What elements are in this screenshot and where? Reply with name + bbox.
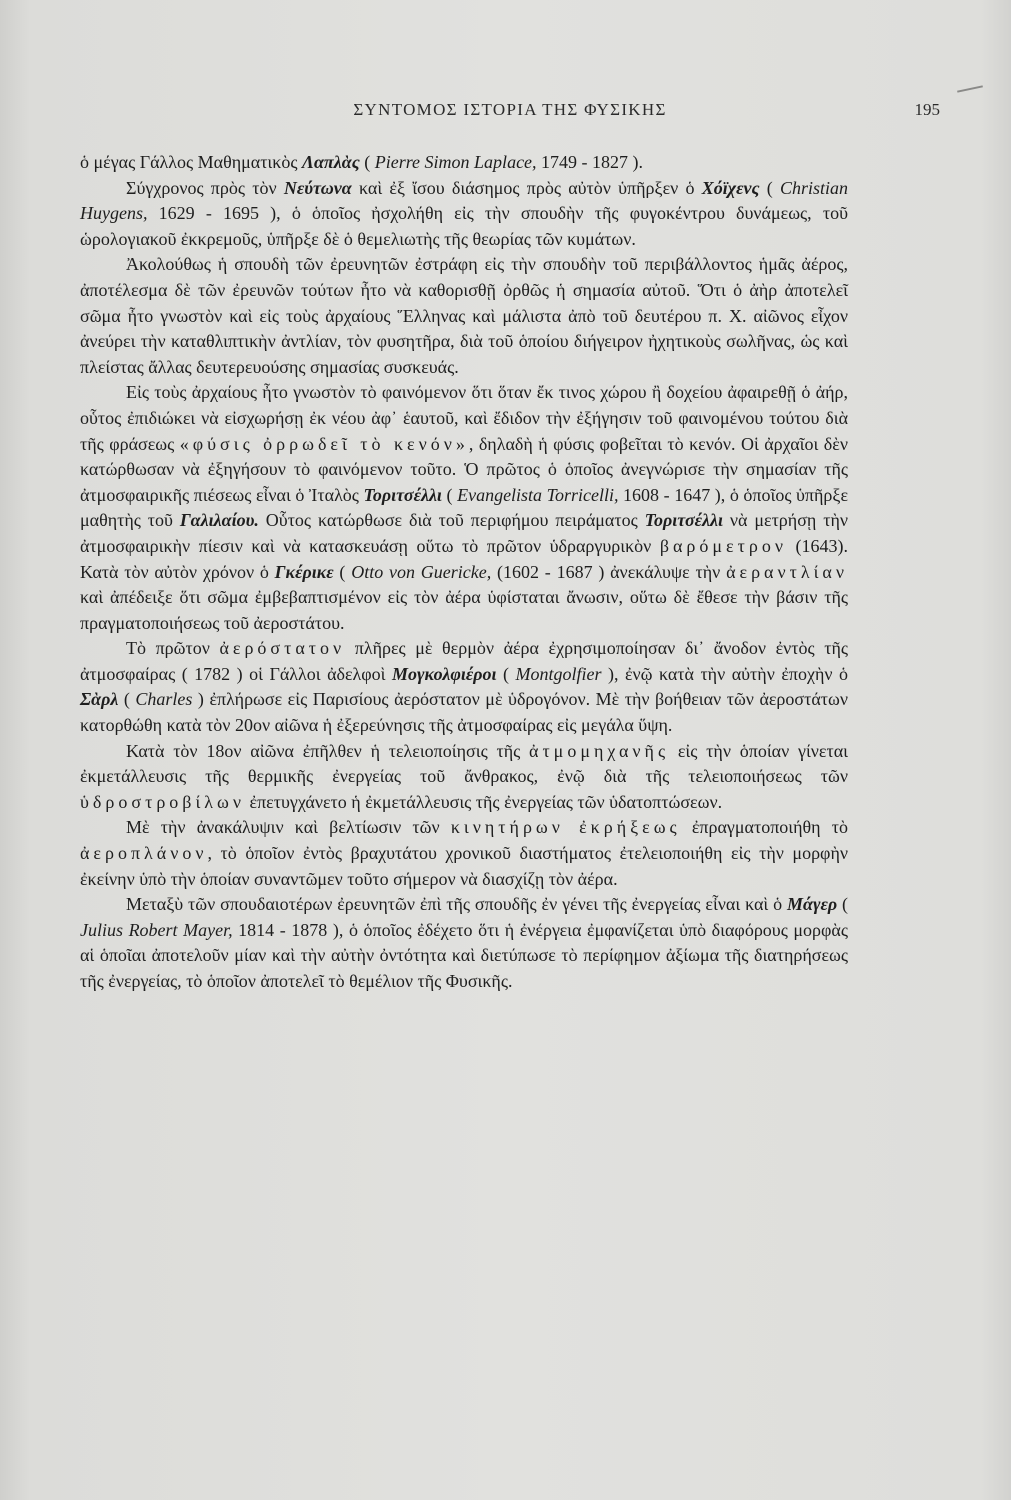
person-name: Γκέρικε [274, 561, 334, 582]
latin-name: Julius Robert Mayer, [80, 919, 233, 940]
latin-name: Pierre Simon Laplace, [374, 152, 537, 172]
paragraph-2 [80, 176, 848, 253]
text-run: ( [333, 561, 352, 582]
text-run: Τὸ πρῶτον [126, 638, 220, 659]
latin-name: Montgolfier [515, 663, 602, 684]
text-run: ( [759, 177, 780, 198]
spaced-term: ἀεραντλίαν [726, 561, 848, 582]
person-name: Νεύτωνα [283, 177, 352, 198]
text-run: ( [118, 689, 136, 710]
text-run: Εἰς τοὺς ἀρχαίους ἦτο γνωστὸν τὸ φαινόμενον ὅτι ὅταν ἔκ τινος χώρου ἢ δοχείου ἀφαιρεθῇ ὁ ἀήρ, οὗτος ἐπιδιώκει νὰ εἰσχωρήσῃ ἐκ νέου ἀφ᾿ ἑαυτοῦ, καὶ ἔδιδον τὴν ἐξήγησιν τοῦ φαινομένου τούτου διὰ τῆς φράσεως [80, 382, 848, 454]
spaced-term: ἀερόστατον [219, 638, 346, 659]
text-run: Ἀκολούθως ἡ σπουδὴ τῶν ἐρευνητῶν ἐστράφη εἰς τὴν σπουδὴν τοῦ περιβάλλοντος ἡμᾶς ἀέρος, ἀποτέλεσμα δὲ τῶν ἐρευνῶν τούτων ἦτο νὰ καθορισθῇ ὀρθῶς ἡ σημασία αὐτοῦ. Ὅτι ὁ ἀὴρ ἀποτελεῖ σῶμα ἦτο γνωστὸν καὶ εἰς τοὺς ἀρχαίους Ἕλληνας καὶ μάλιστα ἀπὸ τοῦ δευτέρου π. Χ. αἰῶνος εἶχον ἀνεύρει τὴν καταθλιπτικὴν ἀντλίαν, τὸν φυσητῆρα, διὰ τοῦ ὁποίου διήγειρον ἠχητικοὺς σωλῆνας, ὡς καὶ πλείστας ἄλλας δευτερευούσης σημασίας συσκευάς. [80, 254, 848, 377]
text-run: ( [837, 894, 848, 915]
latin-name: Charles [135, 689, 193, 710]
text-run: (1643). Κατὰ τὸν αὐτὸν χρόνον ὁ [80, 535, 848, 582]
latin-name: Evangelista Torricelli, [457, 484, 619, 505]
spaced-term: βαρόμετρον [659, 535, 787, 556]
text-run: ἐπραγματοποιήθη τὸ [680, 817, 848, 838]
running-head: ΣΥΝΤΟΜΟΣ ΙΣΤΟΡΙΑ ΤΗΣ ΦΥΣΙΚΗΣ [353, 100, 667, 119]
paragraph-5 [80, 636, 848, 738]
text-run: Μὲ τὴν ἀνακάλυψιν καὶ βελτίωσιν τῶν [126, 817, 451, 838]
text-run: καὶ ἀπέδειξε ὅτι σῶμα ἐμβεβαπτισμένον εἰς τὸν ἀέρα ὑφίσταται ἄνωσιν, οὕτω δὲ ἔθεσε τὴν βάσιν τῆς πραγματοποιήσεως τοῦ ἀεροστάτου. [80, 587, 848, 633]
spaced-term: κινητήρων ἐκρήξεως [450, 817, 681, 838]
latin-name: Christian Huygens, [80, 177, 849, 224]
spaced-term: ἀτμομηχανῆς [529, 740, 670, 761]
person-name: Γαλιλαίου. [179, 510, 259, 531]
text-run: ( [359, 152, 375, 172]
text-run: ἐπετυγχάνετο ἡ ἐκμετάλλευσις τῆς ἐνεργείας τῶν ὑδατοπτώσεων. [245, 791, 723, 812]
latin-name: Otto von Guericke, [351, 561, 492, 582]
text-run: (1602 - 1687 ) ἀνεκάλυψε τὴν [491, 561, 727, 582]
person-name: Τοριτσέλλι [363, 484, 442, 505]
spaced-term: «φύσις ὀρρωδεῖ τὸ κενόν» [179, 433, 469, 454]
spaced-term: ἀεροπλάνον [80, 843, 208, 864]
text-run: καὶ ἐξ ἴσου διάσημος πρὸς αὐτὸν ὑπῆρξεν ὁ [351, 177, 702, 198]
page-header [80, 100, 940, 130]
text-run: 1608 - 1647 ), ὁ ὁποῖος ὑπῆρξε μαθητὴς τοῦ [80, 484, 848, 531]
text-run: ) ἐπλήρωσε εἰς Παρισίους ἀερόστατον μὲ ὑδρογόνον. Μὲ τὴν βοήθειαν τῶν ἀεροστάτων κατορθώθη κατὰ τὸν 20ον αἰῶνα ἡ ἐξερεύνησις τῆς ἀτμοσφαίρας εἰς μεγάλα ὕψη. [80, 689, 848, 736]
text-run: ), ἐνῷ κατὰ τὴν αὐτὴν ἐποχὴν ὁ [601, 663, 848, 684]
text-run: Οὗτος κατώρθωσε διὰ τοῦ περιφήμου πειράματος [258, 510, 645, 531]
spaced-term: ὑδροστροβίλων [80, 791, 246, 812]
person-name: Μογκολφιέροι [391, 663, 497, 684]
person-name: Χόϊχενς [701, 177, 760, 198]
person-name: Λαπλὰς [301, 152, 360, 172]
page-number: 195 [914, 100, 940, 119]
person-name: Τοριτσέλλι [644, 510, 724, 531]
text-run: ( [496, 663, 516, 684]
text-run: 1814 - 1878 ), ὁ ὁποῖος ἐδέχετο ὅτι ἡ ἐνέργεια ἐμφανίζεται ὑπὸ διαφόρους μορφὰς αἱ ὁποῖαι ἀποτελοῦν μίαν καὶ τὴν αὐτὴν ὀντότητα καὶ διετύπωσε τὸ περίφημον ἀξίωμα τῆς διατηρήσεως τῆς ἐνεργείας, τὸ ὁποῖον ἀποτελεῖ τὸ θεμέλιον τῆς Φυσικῆς. [80, 919, 848, 991]
scan-mark [957, 85, 983, 92]
text-run: εἰς τὴν ὁποίαν γίνεται ἐκμετάλλευσις τῆς θερμικῆς ἐνεργείας τοῦ ἄνθρακος, ἐνῷ διὰ τῆς τελειοποιήσεως τῶν [80, 740, 848, 787]
text-run: ( [441, 484, 458, 505]
text-run: πλῆρες μὲ θερμὸν ἀέρα ἐχρησιμοποίησαν δι᾿ ἄνοδον ἐντὸς τῆς ἀτμοσφαίρας ( 1782 ) οἱ Γάλλοι ἀδελφοὶ [80, 638, 848, 684]
text-run: Κατὰ τὸν 18ον αἰῶνα ἐπῆλθεν ἡ τελειοποίησις τῆς [126, 740, 530, 761]
paragraph-6 [80, 739, 848, 816]
person-name: Μάγερ [787, 894, 838, 915]
paragraph-8 [80, 892, 848, 994]
person-name: Σὰρλ [80, 689, 119, 710]
text-run: ὁ μέγας Γάλλος Μαθηματικὸς [80, 152, 302, 172]
text-run: Μεταξὺ τῶν σπουδαιοτέρων ἐρευνητῶν ἐπὶ τῆς σπουδῆς ἐν γένει τῆς ἐνεργείας εἶναι καὶ ὁ [126, 894, 788, 915]
paragraph-7 [80, 815, 848, 892]
text-run: , τὸ ὁποῖον ἐντὸς βραχυτάτου χρονικοῦ διαστήματος ἐτελειοποιήθη εἰς τὴν μορφὴν ἐκείνην ὑπὸ τὴν ὁποίαν συναντῶμεν τοῦτο σήμερον νὰ διασχίζῃ τὸν ἀέρα. [80, 843, 848, 889]
text-run: νὰ μετρήσῃ τὴν ἀτμοσφαιρικὴν πίεσιν καὶ νὰ κατασκευάσῃ οὕτω τὸ πρῶτον ὑδραργυρικὸν [80, 510, 848, 556]
text-run: 1629 - 1695 ), ὁ ὁποῖος ἠσχολήθη εἰς τὴν σπουδὴν τῆς φυγοκέντρου δυνάμεως, τοῦ ὡρολογιακοῦ ἐκκρεμοῦς, ὑπῆρξε δὲ ὁ θεμελιωτὴς τῆς θεωρίας τῶν κυμάτων. [80, 203, 848, 249]
body-text [80, 150, 848, 995]
paragraph-4 [80, 380, 848, 636]
paragraph-1 [80, 150, 848, 176]
text-run: , δηλαδὴ ἡ φύσις φοβεῖται τὸ κενόν. Οἱ ἀρχαῖοι δὲν κατώρθωσαν νὰ ἐξηγήσουν τὸ φαινόμενον τοῦτο. Ὁ πρῶτος ὁ ὁποῖος ἀνεγνώρισε τὴν σημασίαν τῆς ἀτμοσφαιρικῆς πιέσεως εἶναι ὁ Ἰταλὸς [80, 433, 848, 505]
text-run: Σύγχρονος πρὸς τὸν [126, 177, 284, 198]
paragraph-3 [80, 252, 848, 380]
text-run: 1749 - 1827 ). [536, 152, 644, 172]
